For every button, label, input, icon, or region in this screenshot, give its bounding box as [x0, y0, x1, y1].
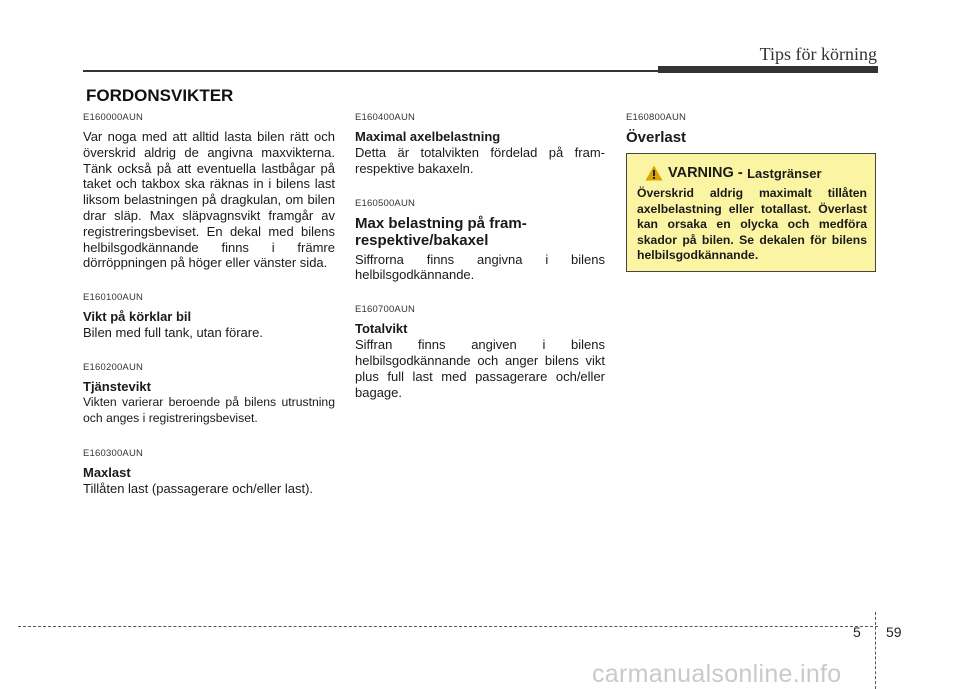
item-heading: Totalvikt [355, 321, 408, 337]
item-text: Bilen med full tank, utan förare. [83, 325, 263, 341]
footer-rule [18, 626, 878, 627]
item-code: E160100AUN [83, 292, 144, 304]
item-text: Detta är totalvikten fördelad på fram- respektive bakaxeln. [355, 145, 605, 176]
chapter-title: Tips för körning [759, 44, 877, 64]
item-code: E160400AUN [355, 112, 416, 123]
item-text: Siffrorna finns angivna i bilens helbilsgodkännande. [355, 251, 605, 283]
column-1 [83, 112, 335, 496]
section-title: FORDONSVIKTER [86, 86, 234, 105]
warning-text: Överskrid aldrig maximalt tillåten axelbelastning eller totallast. Överlast kan orsaka en olycka och medföra skador på bilen. Se dekalen för bilens helbilsgodkännande. [637, 186, 867, 262]
warning-header [645, 164, 822, 182]
item-code: E160200AUN [83, 361, 144, 373]
item-text: Vikten varierar beroende på bilens utrustning och anges i registreringsbeviset. [83, 394, 335, 425]
chapter-number: 5 [853, 624, 861, 640]
warning-triangle-icon [645, 165, 663, 181]
item-code: E160000AUN [83, 112, 144, 123]
watermark: carmanualsonline.info [592, 660, 842, 688]
item-code: E160500AUN [355, 197, 416, 209]
column-3 [626, 112, 878, 149]
warning-title: VARNING - [668, 165, 743, 181]
item-heading: Max belastning på fram- respektive/bakaxel [355, 214, 527, 249]
column-2 [355, 112, 605, 400]
item-heading: Maximal axelbelastning [355, 129, 501, 144]
item-heading: Maxlast [83, 464, 131, 480]
item-text: Siffran finns angiven i bilens helbilsgodkännande och anger bilens vikt plus full last med passagerare och/eller bagage. [355, 337, 605, 400]
item-heading: Tjänstevikt [83, 378, 151, 394]
header-rule-thick [658, 66, 878, 73]
item-text: Tillåten last (passagerare och/eller last). [83, 480, 314, 496]
warning-subtitle: Lastgränser [747, 165, 822, 181]
warning-box [626, 153, 876, 272]
footer-divider [875, 612, 876, 689]
item-code: E160300AUN [83, 447, 144, 459]
item-heading: Vikt på körklar bil [83, 309, 192, 325]
page-number: 59 [886, 624, 902, 640]
item-code: E160800AUN [626, 112, 687, 123]
item-heading: Överlast [626, 129, 687, 146]
item-code: E160700AUN [355, 304, 416, 316]
intro-text: Var noga med att alltid lasta bilen rätt och överskrid aldrig de angivna maxvikterna. Tänk också på att eventuella lastbågar på taket och takbox ska räknas in i bilens last liksom belastningen på dragkulan, om bilen drar släp. Max släpvagnsvikt framgår av registreringsbeviset. En dekal med bilens helbilsgodkännande finns i främre dörröppningen på höger eller vänster sida. [83, 129, 335, 271]
